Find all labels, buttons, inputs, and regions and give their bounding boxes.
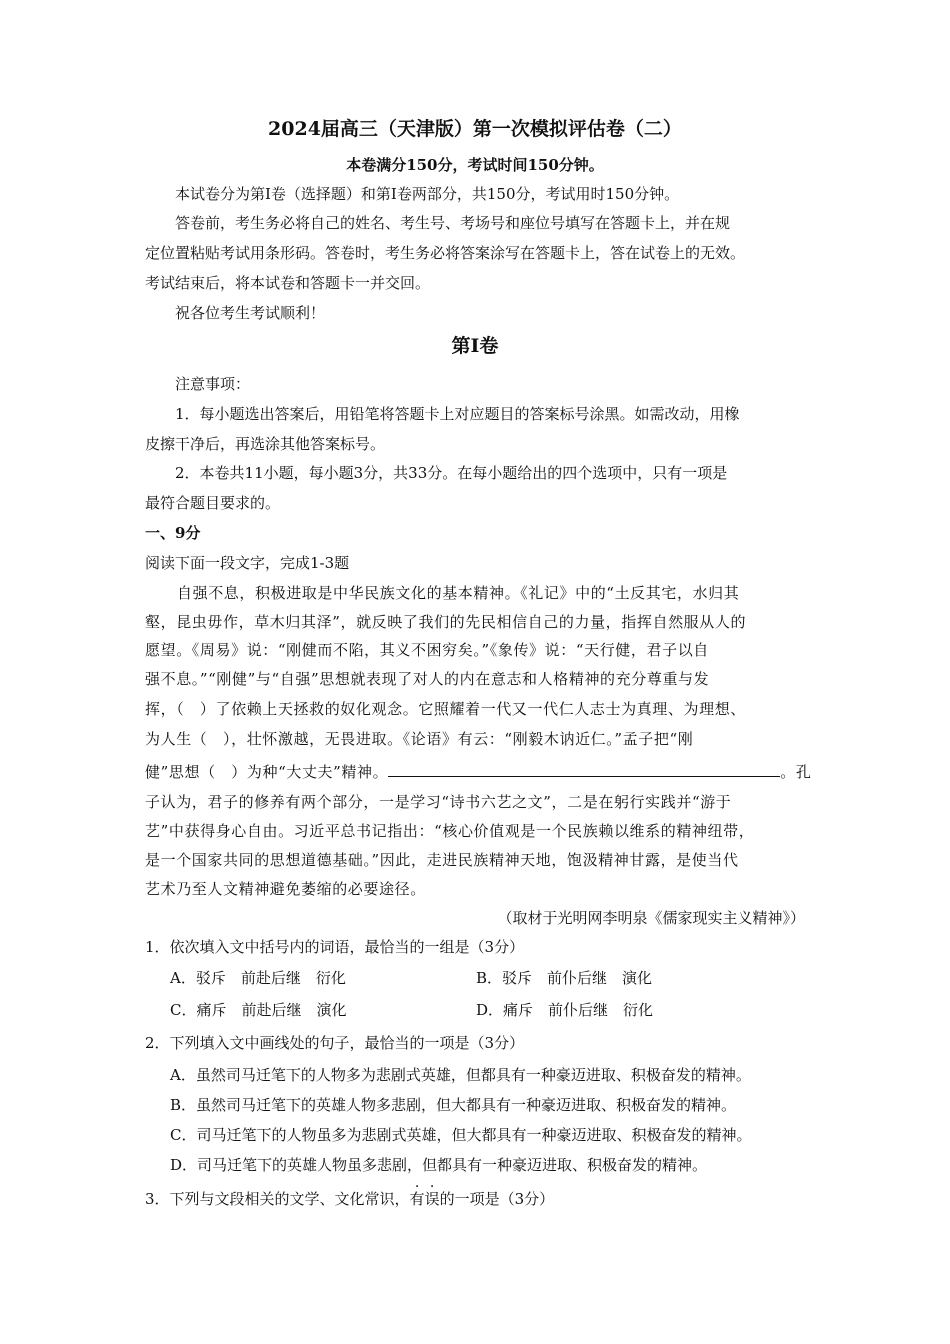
answer-underline-blank — [388, 762, 780, 777]
passage-line-3: 愿望。《周易》说：“刚健而不陷，其义不困穷矣。”《象传》说：“天行健，君子以自 — [145, 641, 709, 659]
intro-paragraph-2-line-3: 考试结束后，将本试卷和答题卡一并交回。 — [145, 274, 431, 292]
emphasis-char-1: 有 — [409, 1190, 425, 1208]
question-2-stem: 2．下列填入文中画线处的句子，最恰当的一项是（3分） — [145, 1034, 525, 1052]
notice-title: 注意事项： — [175, 375, 251, 393]
page-subtitle: 本卷满分150分，考试时间150分钟。 — [346, 156, 604, 174]
passage-line-9: 艺”中获得身心自由。习近平总书记指出：“核心价值观是一个民族赖以维系的精神纽带， — [145, 822, 755, 840]
passage-line-8: 子认为，君子的修养有两个部分，一是学习“诗书六艺之文”，二是在躬行实践并“游于 — [145, 793, 732, 811]
question-2-option-d[interactable]: D．司马迁笔下的英雄人物虽多悲剧，但都具有一种豪迈进取、积极奋发的精神。 — [170, 1156, 708, 1174]
section-instruction: 阅读下面一段文字，完成1-3题 — [145, 554, 350, 572]
passage-source: （取材于光明网李明泉《儒家现实主义精神》） — [497, 909, 805, 927]
emphasis-char-2: 误 — [424, 1190, 440, 1208]
section-heading: 一、9分 — [145, 524, 201, 542]
notice-1-line-1: 1．每小题选出答案后，用铅笔将答题卡上对应题目的答案标号涂黑。如需改动，用橡 — [175, 405, 740, 423]
question-1-option-c[interactable]: C．痛斥 前赴后继 演化 — [170, 1001, 347, 1019]
passage-line-4: 强不息。”“刚健”与“自强”思想就表现了对人的内在意志和人格精神的充分尊重与发 — [145, 670, 710, 688]
passage-line-7-end: 。孔 — [780, 763, 812, 781]
question-2-option-c[interactable]: C．司马迁笔下的人物虽多为悲剧式英雄，但大都具有一种豪迈进取、积极奋发的精神。 — [170, 1126, 752, 1144]
question-1-option-b[interactable]: B．驳斥 前仆后继 演化 — [476, 969, 653, 987]
volume-title: 第Ⅰ卷 — [451, 335, 499, 357]
passage-line-11: 艺术乃至人文精神避免萎缩的必要途径。 — [145, 880, 426, 898]
question-2-option-a[interactable]: A．虽然司马迁笔下的人物多为悲剧式英雄，但都具有一种豪迈进取、积极奋发的精神。 — [170, 1066, 751, 1084]
passage-line-6: 为人生（ ），壮怀激越，无畏进取。《论语》有云：“刚毅木讷近仁。”孟子把“刚 — [145, 730, 694, 748]
notice-2-line-2: 最符合题目要求的。 — [145, 494, 281, 512]
question-3-stem-start: 3．下列与文段相关的文学、文化常识， — [145, 1190, 410, 1208]
page-title: 2024届高三（天津版）第一次模拟评估卷（二） — [268, 118, 682, 140]
notice-1-line-2: 皮擦干净后，再选涂其他答案标号。 — [145, 435, 386, 453]
question-3-stem-end: 的一项是（3分） — [439, 1190, 555, 1208]
passage-line-10: 是一个国家共同的思想道德基础。”因此，走进民族精神天地，饱汲精神甘露，是使当代 — [145, 851, 739, 869]
passage-line-2: 壑，昆虫毋作，草木归其泽”，就反映了我们的先民相信自己的力量，指挥自然服从人的 — [145, 613, 747, 631]
intro-paragraph-1: 本试卷分为第Ⅰ卷（选择题）和第Ⅰ卷两部分，共150分，考试用时150分钟。 — [175, 185, 680, 203]
question-3-stem — [145, 1189, 815, 1209]
passage-line-5: 挥，（ ）了依赖上天拯救的奴化观念。它照耀着一代又一代仁人志士为真理、为理想、 — [145, 700, 746, 718]
question-1-stem: 1．依次填入文中括号内的词语，最恰当的一组是（3分） — [145, 938, 525, 956]
intro-paragraph-2-line-1: 答卷前，考生务必将自己的姓名、考生号、考场号和座位号填写在答题卡上，并在规 — [175, 214, 731, 232]
question-1-option-a[interactable]: A．驳斥 前赴后继 衍化 — [170, 969, 346, 987]
intro-paragraph-2-line-2: 定位置粘贴考试用条形码。答卷时，考生务必将答案涂写在答题卡上，答在试卷上的无效。 — [145, 244, 746, 262]
passage-line-7-start: 健”思想（ ）为种“大丈夫”精神。 — [145, 763, 389, 781]
passage-line-1: 自强不息，积极进取是中华民族文化的基本精神。《礼记》中的“土反其宅，水归其 — [177, 584, 740, 602]
intro-paragraph-3: 祝各位考生考试顺利！ — [175, 304, 326, 322]
notice-2-line-1: 2．本卷共11小题，每小题3分，共33分。在每小题给出的四个选项中，只有一项是 — [175, 464, 728, 482]
question-1-option-d[interactable]: D．痛斥 前仆后继 衍化 — [476, 1001, 654, 1019]
question-2-option-b[interactable]: B．虽然司马迁笔下的英雄人物多悲剧，但大都具有一种豪迈进取、积极奋发的精神。 — [170, 1096, 737, 1114]
passage-line-7 — [145, 762, 812, 782]
